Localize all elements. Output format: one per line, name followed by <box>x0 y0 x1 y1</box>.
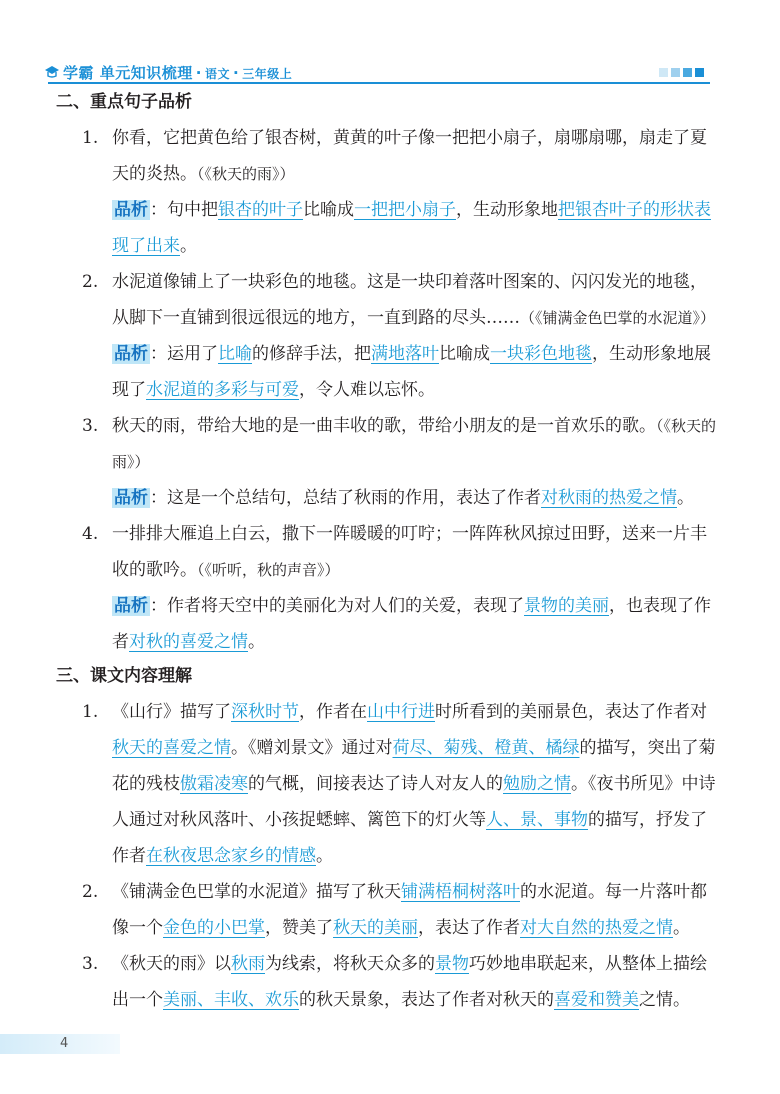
header-rule <box>48 82 710 84</box>
sentence-item: 2. 水泥道像铺上了一块彩色的地毯。这是一块印着落叶图案的、闪闪发光的地毯，从脚下一直铺到很远很远的地方，一直到路的尽头……（《铺满金色巴掌的水泥道》） <box>82 272 716 328</box>
section-heading: 二、重点句子品析 <box>56 92 192 112</box>
sentence-item: 4. 一排排大雁追上白云，撒下一阵暖暖的叮咛；一阵阵秋风掠过田野，送来一片丰收的歌吟。（《听听，秋的声音》） <box>82 524 707 580</box>
page-header <box>0 52 780 86</box>
brand-title: 学霸 单元知识梳理 · 语文 · 三年级上 <box>44 62 292 83</box>
analysis: 品析 ：句中把银杏的叶子比喻成一把把小扇子，生动形象地把银杏叶子的形状表现了出来。 <box>112 200 711 256</box>
sentence-item: 1. 你看，它把黄色给了银杏树，黄黄的叶子像一把把小扇子，扇哪扇哪，扇走了夏天的炎热。（《秋天的雨》） <box>82 128 707 184</box>
comprehension-item: 1. 《山行》描写了深秋时节，作者在山中行进时所看到的美丽景色，表达了作者对秋天的喜爱之情。《赠刘景文》通过对荷尽、菊残、橙黄、橘绿的描写，突出了菊花的残枝傲霜凌寒的气概，间接表达了诗人对友人的勉励之情。《夜书所见》中诗人通过对秋风落叶、小孩捉蟋蟀、篱笆下的灯火等人、景、事物的描写，抒发了作者在秋夜思念家乡的情感。 <box>82 702 716 866</box>
header-decoration <box>659 68 704 77</box>
graduation-cap-icon <box>44 65 60 79</box>
analysis: 品析 ：运用了比喻的修辞手法，把满地落叶比喻成一块彩色地毯，生动形象地展现了水泥道的多彩与可爱，令人难以忘怀。 <box>112 344 711 400</box>
brand-name: 学霸 <box>63 64 95 82</box>
book-title: 单元知识梳理 <box>99 64 193 82</box>
section-heading: 三、课文内容理解 <box>56 666 192 686</box>
comprehension-item: 2. 《铺满金色巴掌的水泥道》描写了秋天铺满梧桐树落叶的水泥道。每一片落叶都像一个金色的小巴掌，赞美了秋天的美丽，表达了作者对大自然的热爱之情。 <box>82 882 707 938</box>
grade: 三年级上 <box>242 67 293 81</box>
sentence-item: 3. 秋天的雨，带给大地的是一曲丰收的歌，带给小朋友的是一首欢乐的歌。（《秋天的雨》） <box>82 416 717 471</box>
subject: 语文 <box>204 67 230 81</box>
analysis: 品析 ：作者将天空中的美丽化为对人们的关爱，表现了景物的美丽，也表现了作者对秋的喜爱之情。 <box>112 596 711 652</box>
comprehension-item: 3. 《秋天的雨》以秋雨为线索，将秋天众多的景物巧妙地串联起来，从整体上描绘出一个美丽、丰收、欢乐的秋天景象，表达了作者对秋天的喜爱和赞美之情。 <box>82 954 707 1010</box>
page-content <box>56 88 720 1018</box>
analysis: 品析 ：这是一个总结句，总结了秋雨的作用，表达了作者对秋雨的热爱之情。 <box>114 488 694 508</box>
page-number: 4 <box>60 1036 69 1051</box>
